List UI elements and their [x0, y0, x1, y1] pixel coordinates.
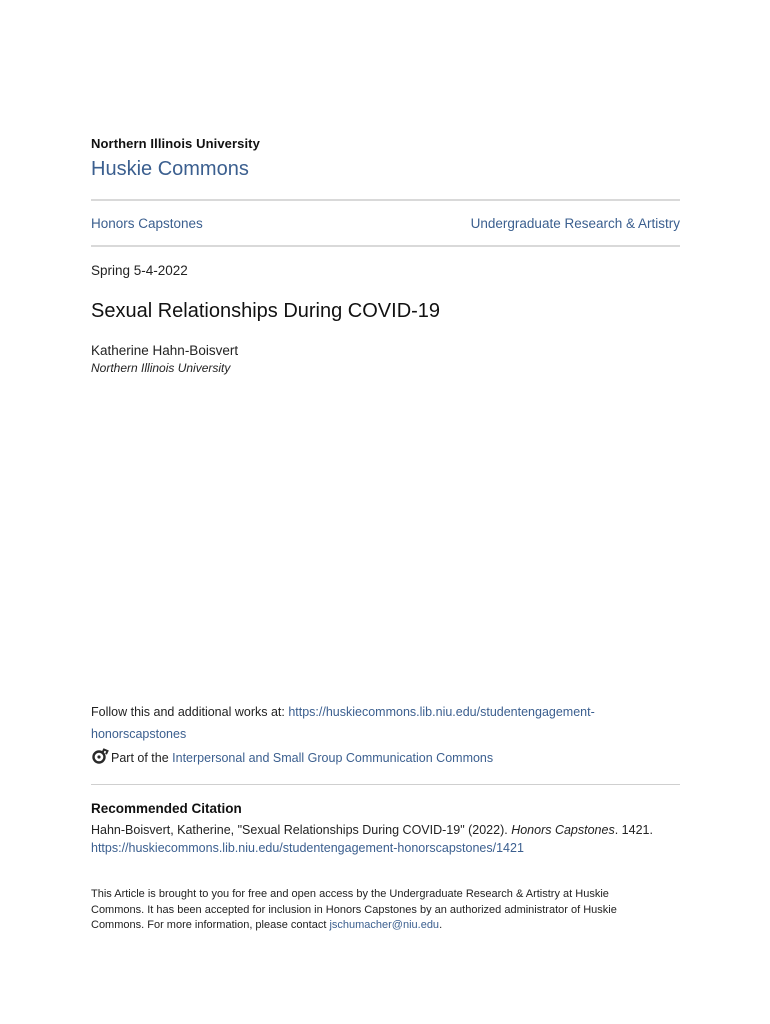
follow-prefix: Follow this and additional works at: [91, 705, 289, 719]
commons-discipline-link[interactable]: Interpersonal and Small Group Communication Commons [172, 750, 494, 765]
access-notice [91, 887, 651, 934]
undergraduate-research-link[interactable]: Undergraduate Research & Artistry [470, 216, 680, 231]
repository-link[interactable]: Huskie Commons [91, 158, 249, 180]
citation-journal: Honors Capstones [511, 823, 615, 837]
article-title: Sexual Relationships During COVID-19 [91, 300, 441, 322]
part-of-prefix: Part of the [111, 750, 173, 765]
collections-divider [91, 245, 680, 247]
top-divider [91, 199, 680, 201]
citation-divider [91, 784, 680, 785]
citation-heading: Recommended Citation [91, 801, 242, 816]
citation-text-end: . 1421. [614, 823, 653, 837]
follow-line [91, 702, 680, 745]
citation-url-link[interactable]: https://huskiecommons.lib.niu.edu/studentengagement-honorscapstones/1421 [91, 841, 524, 855]
citation-text: Hahn-Boisvert, Katherine, "Sexual Relationships During COVID-19" (2022). [91, 823, 512, 837]
publication-date: Spring 5-4-2022 [91, 263, 188, 278]
notice-text: This Article is brought to you for free and open access by the Undergraduate Research & Artistry at Huskie Commons. It has been accepted for inclusion in Honors Capstones by an authorized administrator of Huskie Commons. For more information, please contact [91, 888, 617, 931]
honors-capstones-link[interactable]: Honors Capstones [91, 216, 203, 231]
author-name: Katherine Hahn-Boisvert [91, 343, 239, 358]
contact-email-link[interactable]: jschumacher@niu.edu [329, 919, 440, 931]
open-access-icon [91, 747, 111, 768]
part-of-line [91, 747, 493, 768]
notice-end: . [439, 919, 443, 931]
author-affiliation: Northern Illinois University [91, 361, 231, 375]
follow-url-link[interactable]: https://huskiecommons.lib.niu.edu/studentengagement-honorscapstones [91, 705, 595, 741]
university-name: Northern Illinois University [91, 136, 260, 151]
citation-body [91, 821, 691, 857]
